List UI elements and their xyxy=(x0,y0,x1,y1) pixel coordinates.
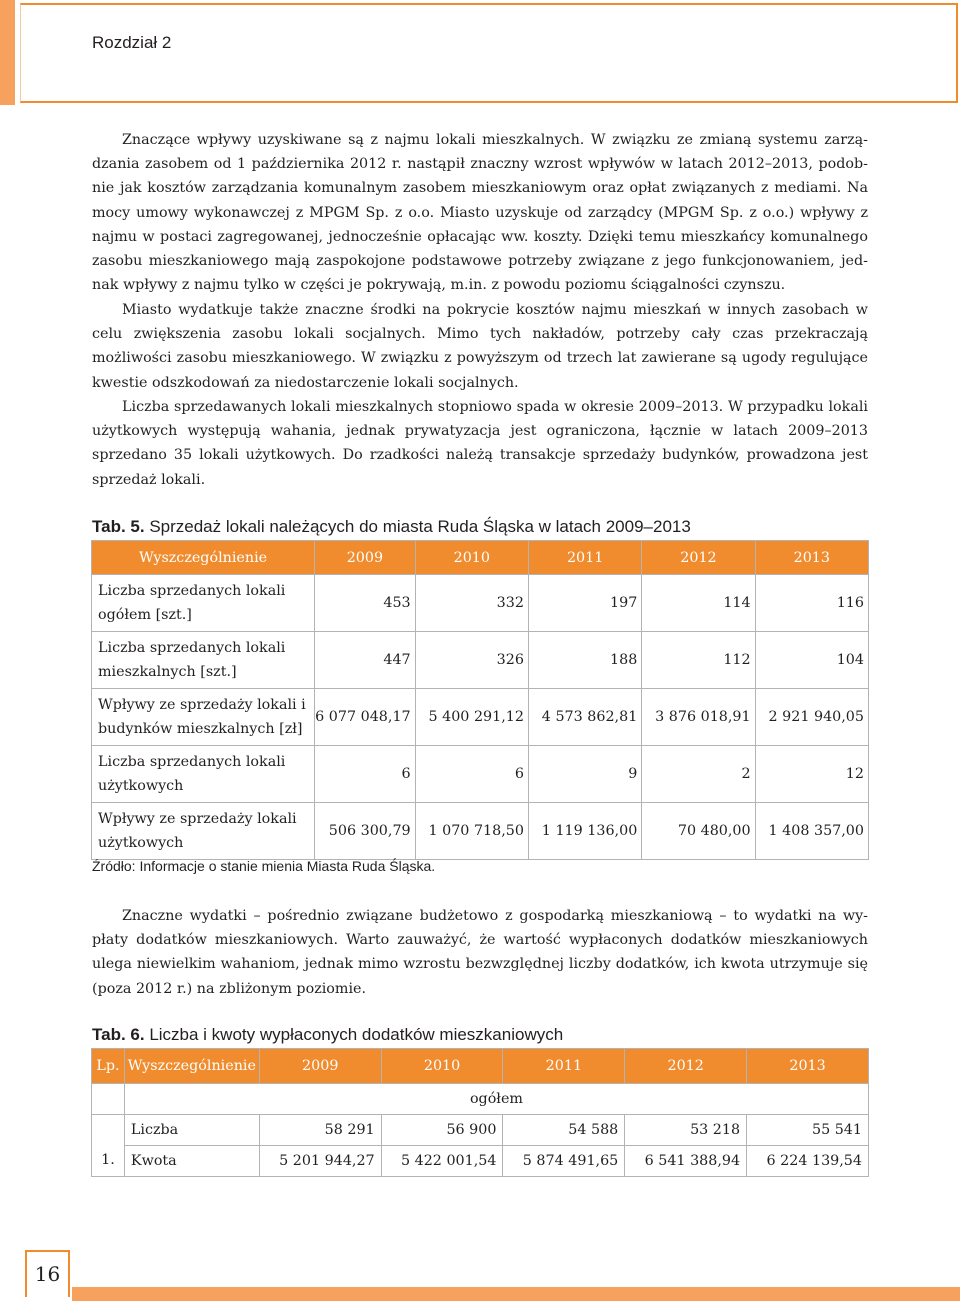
table-cell: 58 291 xyxy=(259,1115,381,1146)
table-cell: 5 422 001,54 xyxy=(381,1146,503,1177)
column-header: 2011 xyxy=(528,541,641,575)
column-header: 2009 xyxy=(259,1049,381,1084)
paragraph-4: Znaczne wydatki – pośrednio związane budżetowo z gospodarką mieszkaniową – to wydatki na wypłaty dodatków mieszkaniowych. Warto zauważyć, że wartość wypłaconych dodatków mieszkaniowych ulega niewielkim wahaniom, jednak mimo wzrostu bezwzględnej liczby dodatków, ich kwota utrzymuje się (poza 2012 r.) na zbliżonym poziomie. xyxy=(92,908,868,997)
column-header: 2013 xyxy=(747,1049,869,1084)
table-cell: 197 xyxy=(528,575,641,632)
table-row xyxy=(92,746,869,803)
table-cell: 6 xyxy=(315,746,416,803)
column-header: 2012 xyxy=(642,541,755,575)
table-cell: 2 xyxy=(642,746,755,803)
table-cell: 506 300,79 xyxy=(315,803,416,860)
header-frame xyxy=(20,3,958,103)
table6-caption: Tab. 6. Liczba i kwoty wypłaconych dodatków mieszkaniowych xyxy=(92,1025,564,1044)
row-label: Liczba sprzedanych lokali mieszkalnych [szt.] xyxy=(92,632,315,689)
table-cell: 453 xyxy=(315,575,416,632)
table-housing-allowances xyxy=(91,1048,869,1177)
table-cell: 188 xyxy=(528,632,641,689)
table-cell: 116 xyxy=(755,575,868,632)
table-cell: 1 070 718,50 xyxy=(415,803,528,860)
table-row xyxy=(92,689,869,746)
table-row xyxy=(92,632,869,689)
table-cell: 54 588 xyxy=(503,1115,625,1146)
table-cell: 5 201 944,27 xyxy=(259,1146,381,1177)
table-section-row xyxy=(92,1084,869,1115)
left-accent-stripe xyxy=(0,0,15,105)
table-cell: 114 xyxy=(642,575,755,632)
table5-source: Źródło: Informacje o stanie mienia Miasta Ruda Śląska. xyxy=(92,858,436,874)
table-row xyxy=(92,575,869,632)
column-header: 2010 xyxy=(381,1049,503,1084)
table-cell: 55 541 xyxy=(747,1115,869,1146)
row-label: Kwota xyxy=(124,1146,259,1177)
table-cell: 6 541 388,94 xyxy=(625,1146,747,1177)
empty-cell xyxy=(92,1084,125,1115)
row-label: Liczba sprzedanych lokali ogółem [szt.] xyxy=(92,575,315,632)
table-header-row xyxy=(92,1049,869,1084)
table-cell: 70 480,00 xyxy=(642,803,755,860)
table-cell: 112 xyxy=(642,632,755,689)
table-cell: 6 xyxy=(415,746,528,803)
table5-caption: Tab. 5. Sprzedaż lokali należących do miasta Ruda Śląska w latach 2009–2013 xyxy=(92,517,691,536)
table-cell: 9 xyxy=(528,746,641,803)
table-row xyxy=(92,1115,869,1146)
table-cell: 1 408 357,00 xyxy=(755,803,868,860)
row-label: Wpływy ze sprzedaży lokali i budynków mieszkalnych [zł] xyxy=(92,689,315,746)
table-header-row xyxy=(92,541,869,575)
table-cell: 332 xyxy=(415,575,528,632)
row-label: Liczba xyxy=(124,1115,259,1146)
chapter-title: Rozdział 2 xyxy=(92,33,172,52)
footer-accent-bar xyxy=(72,1287,960,1301)
table-cell: 447 xyxy=(315,632,416,689)
column-header: Wyszczególnienie xyxy=(92,541,315,575)
table-row xyxy=(92,1146,869,1177)
table-row xyxy=(92,803,869,860)
table-cell: 6 224 139,54 xyxy=(747,1146,869,1177)
column-header: Wyszczególnienie xyxy=(124,1049,259,1084)
column-header: 2011 xyxy=(503,1049,625,1084)
table-cell: 2 921 940,05 xyxy=(755,689,868,746)
table-cell: 104 xyxy=(755,632,868,689)
table-sales xyxy=(91,540,869,860)
page-number: 16 xyxy=(34,1262,61,1286)
paragraph-1: Znaczące wpływy uzyskiwane są z najmu lokali mieszkalnych. W związku ze zmianą systemu zarządzania zasobem od 1 października 2012 r. nastąpił znaczny wzrost wpływów w latach 2012–2013, podobnie jak kosztów zarządzania komunalnym zasobem mieszkaniowym oraz opłat związanych z mediami. Na mocy umowy wykonawczej z MPGM Sp. z o.o. Miasto uzyskuje od zarządcy (MPGM Sp. z o.o.) wpływy z najmu w postaci zagregowanej, jednocześnie opłacając ww. koszty. Dzięki temu mieszkańcy komunalnego zasobu mieszkaniowego mają zaspokojone podstawowe potrzeby związane z jego funkcjonowaniem, jednak wpływy z najmu tylko w części je pokrywają, m.in. z powodu poziomu ściągalności czynszu. xyxy=(92,132,868,294)
table-cell: 53 218 xyxy=(625,1115,747,1146)
row-label: Liczba sprzedanych lokali użytkowych xyxy=(92,746,315,803)
table-cell: 56 900 xyxy=(381,1115,503,1146)
table-cell: 1 119 136,00 xyxy=(528,803,641,860)
column-header: 2010 xyxy=(415,541,528,575)
table-cell: 4 573 862,81 xyxy=(528,689,641,746)
column-header: 2013 xyxy=(755,541,868,575)
table-cell: 12 xyxy=(755,746,868,803)
column-header: 2009 xyxy=(315,541,416,575)
paragraph-3: Liczba sprzedawanych lokali mieszkalnych stopniowo spada w okresie 2009–2013. W przypadku lokali użytkowych występują wahania, jednak prywatyzacja jest ograniczona, łącznie w latach 2009–2013 sprzedano 35 lokali użytkowych. Do rzadkości należą transakcje sprzedaży budynków, prowadzona jest sprzedaż lokali. xyxy=(92,399,868,488)
column-header: Lp. xyxy=(92,1049,125,1084)
table-cell: 326 xyxy=(415,632,528,689)
table-cell: 6 077 048,17 xyxy=(315,689,416,746)
lp-cell: 1. xyxy=(92,1115,125,1177)
section-label: ogółem xyxy=(124,1084,868,1115)
column-header: 2012 xyxy=(625,1049,747,1084)
table-cell: 5 874 491,65 xyxy=(503,1146,625,1177)
paragraph-2: Miasto wydatkuje także znaczne środki na pokrycie kosztów najmu mieszkań w innych zasobach w celu zwiększenia zasobu lokali socjalnych. Mimo tych nakładów, potrzeby cały czas przekraczają możliwości zasobu mieszkaniowego. W związku z powyższym od trzech lat zawierane są ugody regulujące kwestie odszkodowań za niedostarczenie lokali socjalnych. xyxy=(92,302,868,391)
table-cell: 5 400 291,12 xyxy=(415,689,528,746)
table-cell: 3 876 018,91 xyxy=(642,689,755,746)
row-label: Wpływy ze sprzedaży lokali użytkowych xyxy=(92,803,315,860)
